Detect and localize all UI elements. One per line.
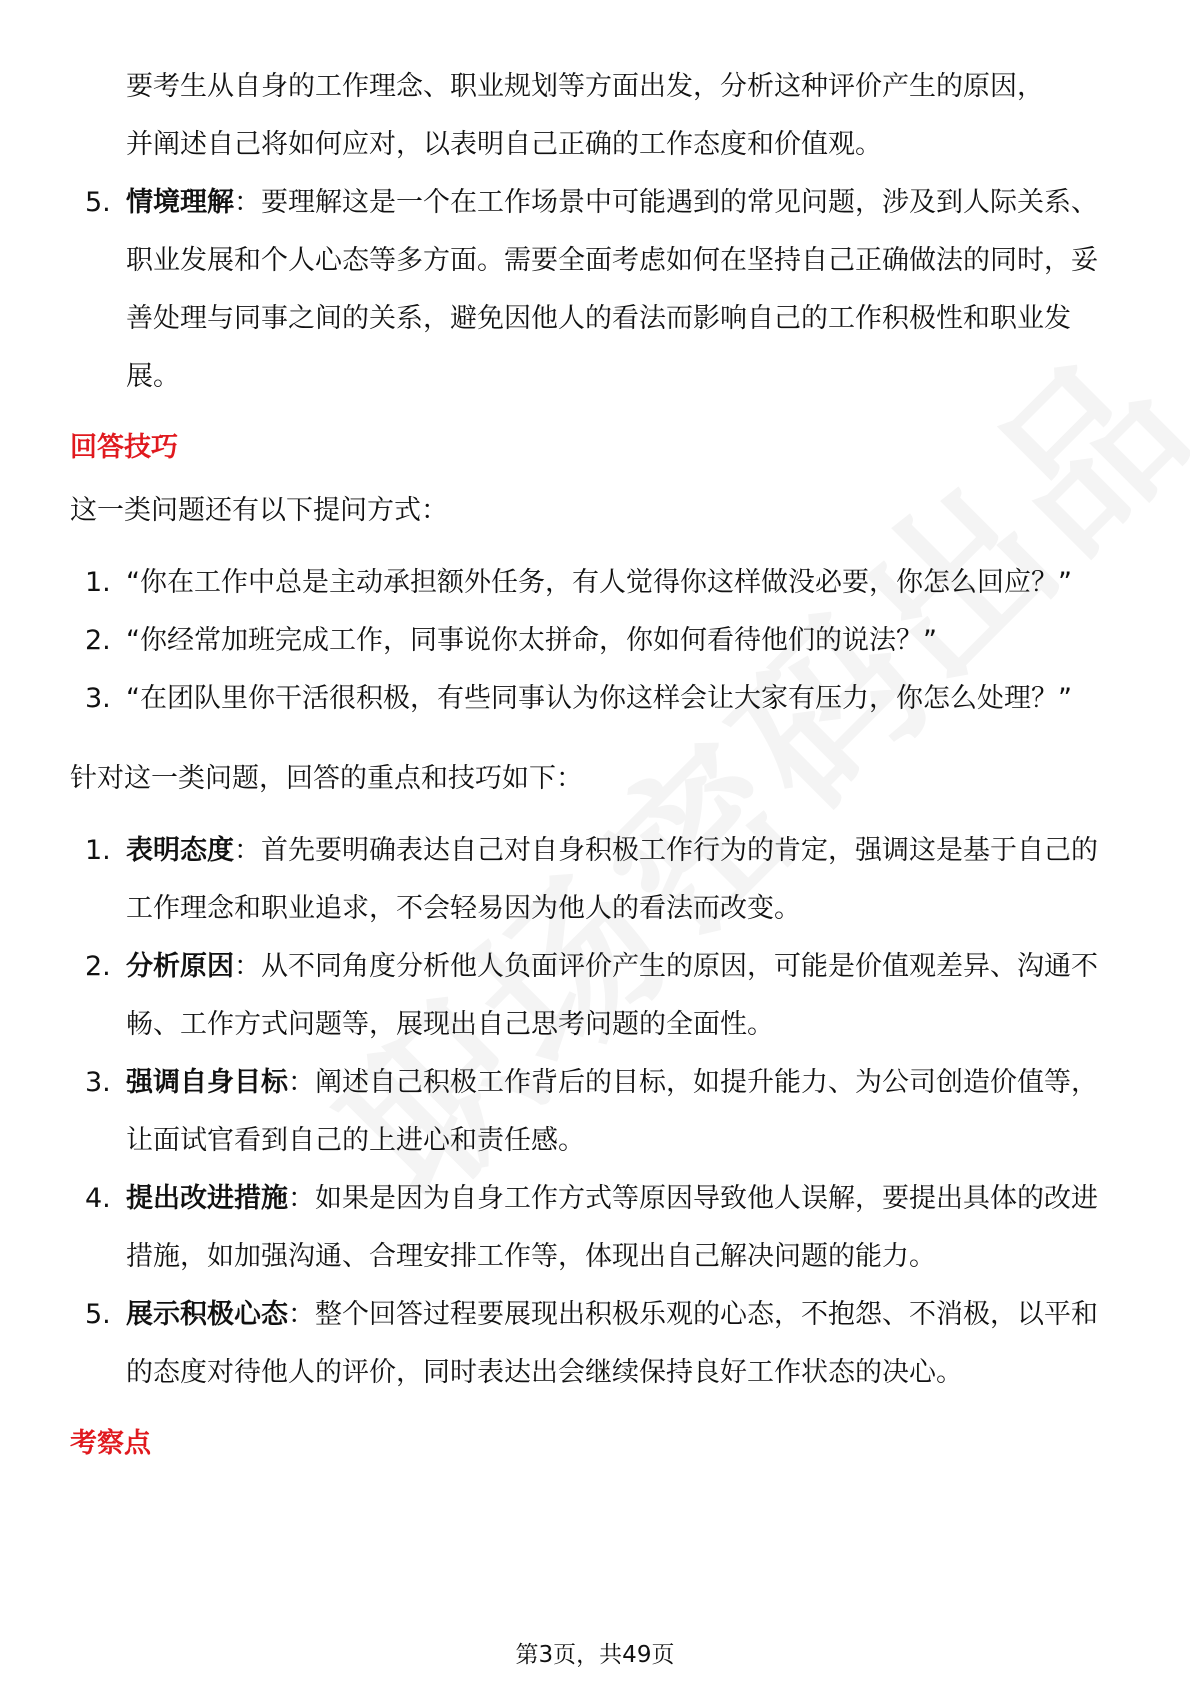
section-heading-exam: 考察点: [70, 1428, 151, 1459]
list-item: [70, 1054, 1120, 1170]
item-term: 强调自身目标: [126, 1067, 288, 1098]
list-item: [70, 822, 1120, 938]
item-term: 情境理解: [126, 187, 234, 218]
continuation-line: 并阐述自己将如何应对，以表明自己正确的工作态度和价值观。: [126, 129, 882, 160]
page-footer: 第3页，共49页: [515, 1642, 675, 1668]
item-text: 从不同角度分析他人负面评价产生的原因，可能是价值观差异、沟通不畅、工作方式问题等，展现出自己思考问题的全面性。: [126, 951, 1098, 1040]
item-text: 要理解这是一个在工作场景中可能遇到的常见问题，涉及到人际关系、职业发展和个人心态等多方面。需要全面考虑如何在坚持自己正确做法的同时，妥善处理与同事之间的关系，避免因他人的看法而影响自己的工作积极性和职业发展。: [126, 187, 1098, 392]
item-term: 提出改进措施: [126, 1183, 288, 1214]
continuation-line: 要考生从自身的工作理念、职业规划等方面出发，分析这种评价产生的原因，: [126, 71, 1044, 102]
item-separator: ：: [288, 1183, 315, 1214]
tips-intro: 这一类问题还有以下提问方式：: [70, 495, 448, 526]
item-separator: ：: [288, 1299, 315, 1330]
list-item: [70, 938, 1120, 1054]
list-item: [70, 670, 1120, 728]
item-text: 首先要明确表达自己对自身积极工作行为的肯定，强调这是基于自己的工作理念和职业追求，不会轻易因为他人的看法而改变。: [126, 835, 1098, 924]
page-content: [70, 58, 1120, 1464]
list-number: 5.: [85, 187, 111, 218]
section-heading-tips: 回答技巧: [70, 432, 178, 463]
list-number: 1.: [85, 835, 111, 866]
item-text: “你经常加班完成工作，同事说你太拼命，你如何看待他们的说法？”: [126, 625, 937, 656]
item-term: 表明态度: [126, 835, 234, 866]
list-item: [70, 1286, 1120, 1402]
analysis-list: [70, 174, 1120, 406]
list-number: 4.: [85, 1183, 111, 1214]
list-item: [70, 612, 1120, 670]
item-text: 如果是因为自身工作方式等原因导致他人误解，要提出具体的改进措施，如加强沟通、合理安排工作等，体现出自己解决问题的能力。: [126, 1183, 1098, 1272]
item-term: 展示积极心态: [126, 1299, 288, 1330]
item-text: 阐述自己积极工作背后的目标，如提升能力、为公司创造价值等，让面试官看到自己的上进心和责任感。: [126, 1067, 1098, 1156]
list-number: 3.: [85, 1067, 111, 1098]
list-number: 1.: [85, 567, 111, 598]
list-item: [70, 554, 1120, 612]
item-separator: ：: [234, 835, 261, 866]
focus-intro: 针对这一类问题，回答的重点和技巧如下：: [70, 763, 583, 794]
list-number: 2.: [85, 625, 111, 656]
question-list: [70, 554, 1120, 728]
item-separator: ：: [234, 951, 261, 982]
list-item: [70, 1170, 1120, 1286]
item-separator: ：: [288, 1067, 315, 1098]
item-text: “在团队里你干活很积极，有些同事认为你这样会让大家有压力，你怎么处理？”: [126, 683, 1072, 714]
item-text: “你在工作中总是主动承担额外任务，有人觉得你这样做没必要，你怎么回应？”: [126, 567, 1072, 598]
item-separator: ：: [234, 187, 261, 218]
list-number: 2.: [85, 951, 111, 982]
item-term: 分析原因: [126, 951, 234, 982]
list-item: [70, 174, 1120, 406]
item-text: 整个回答过程要展现出积极乐观的心态，不抱怨、不消极，以平和的态度对待他人的评价，同时表达出会继续保持良好工作状态的决心。: [126, 1299, 1098, 1388]
tips-list: [70, 822, 1120, 1402]
list-number: 3.: [85, 683, 111, 714]
list-number: 5.: [85, 1299, 111, 1330]
